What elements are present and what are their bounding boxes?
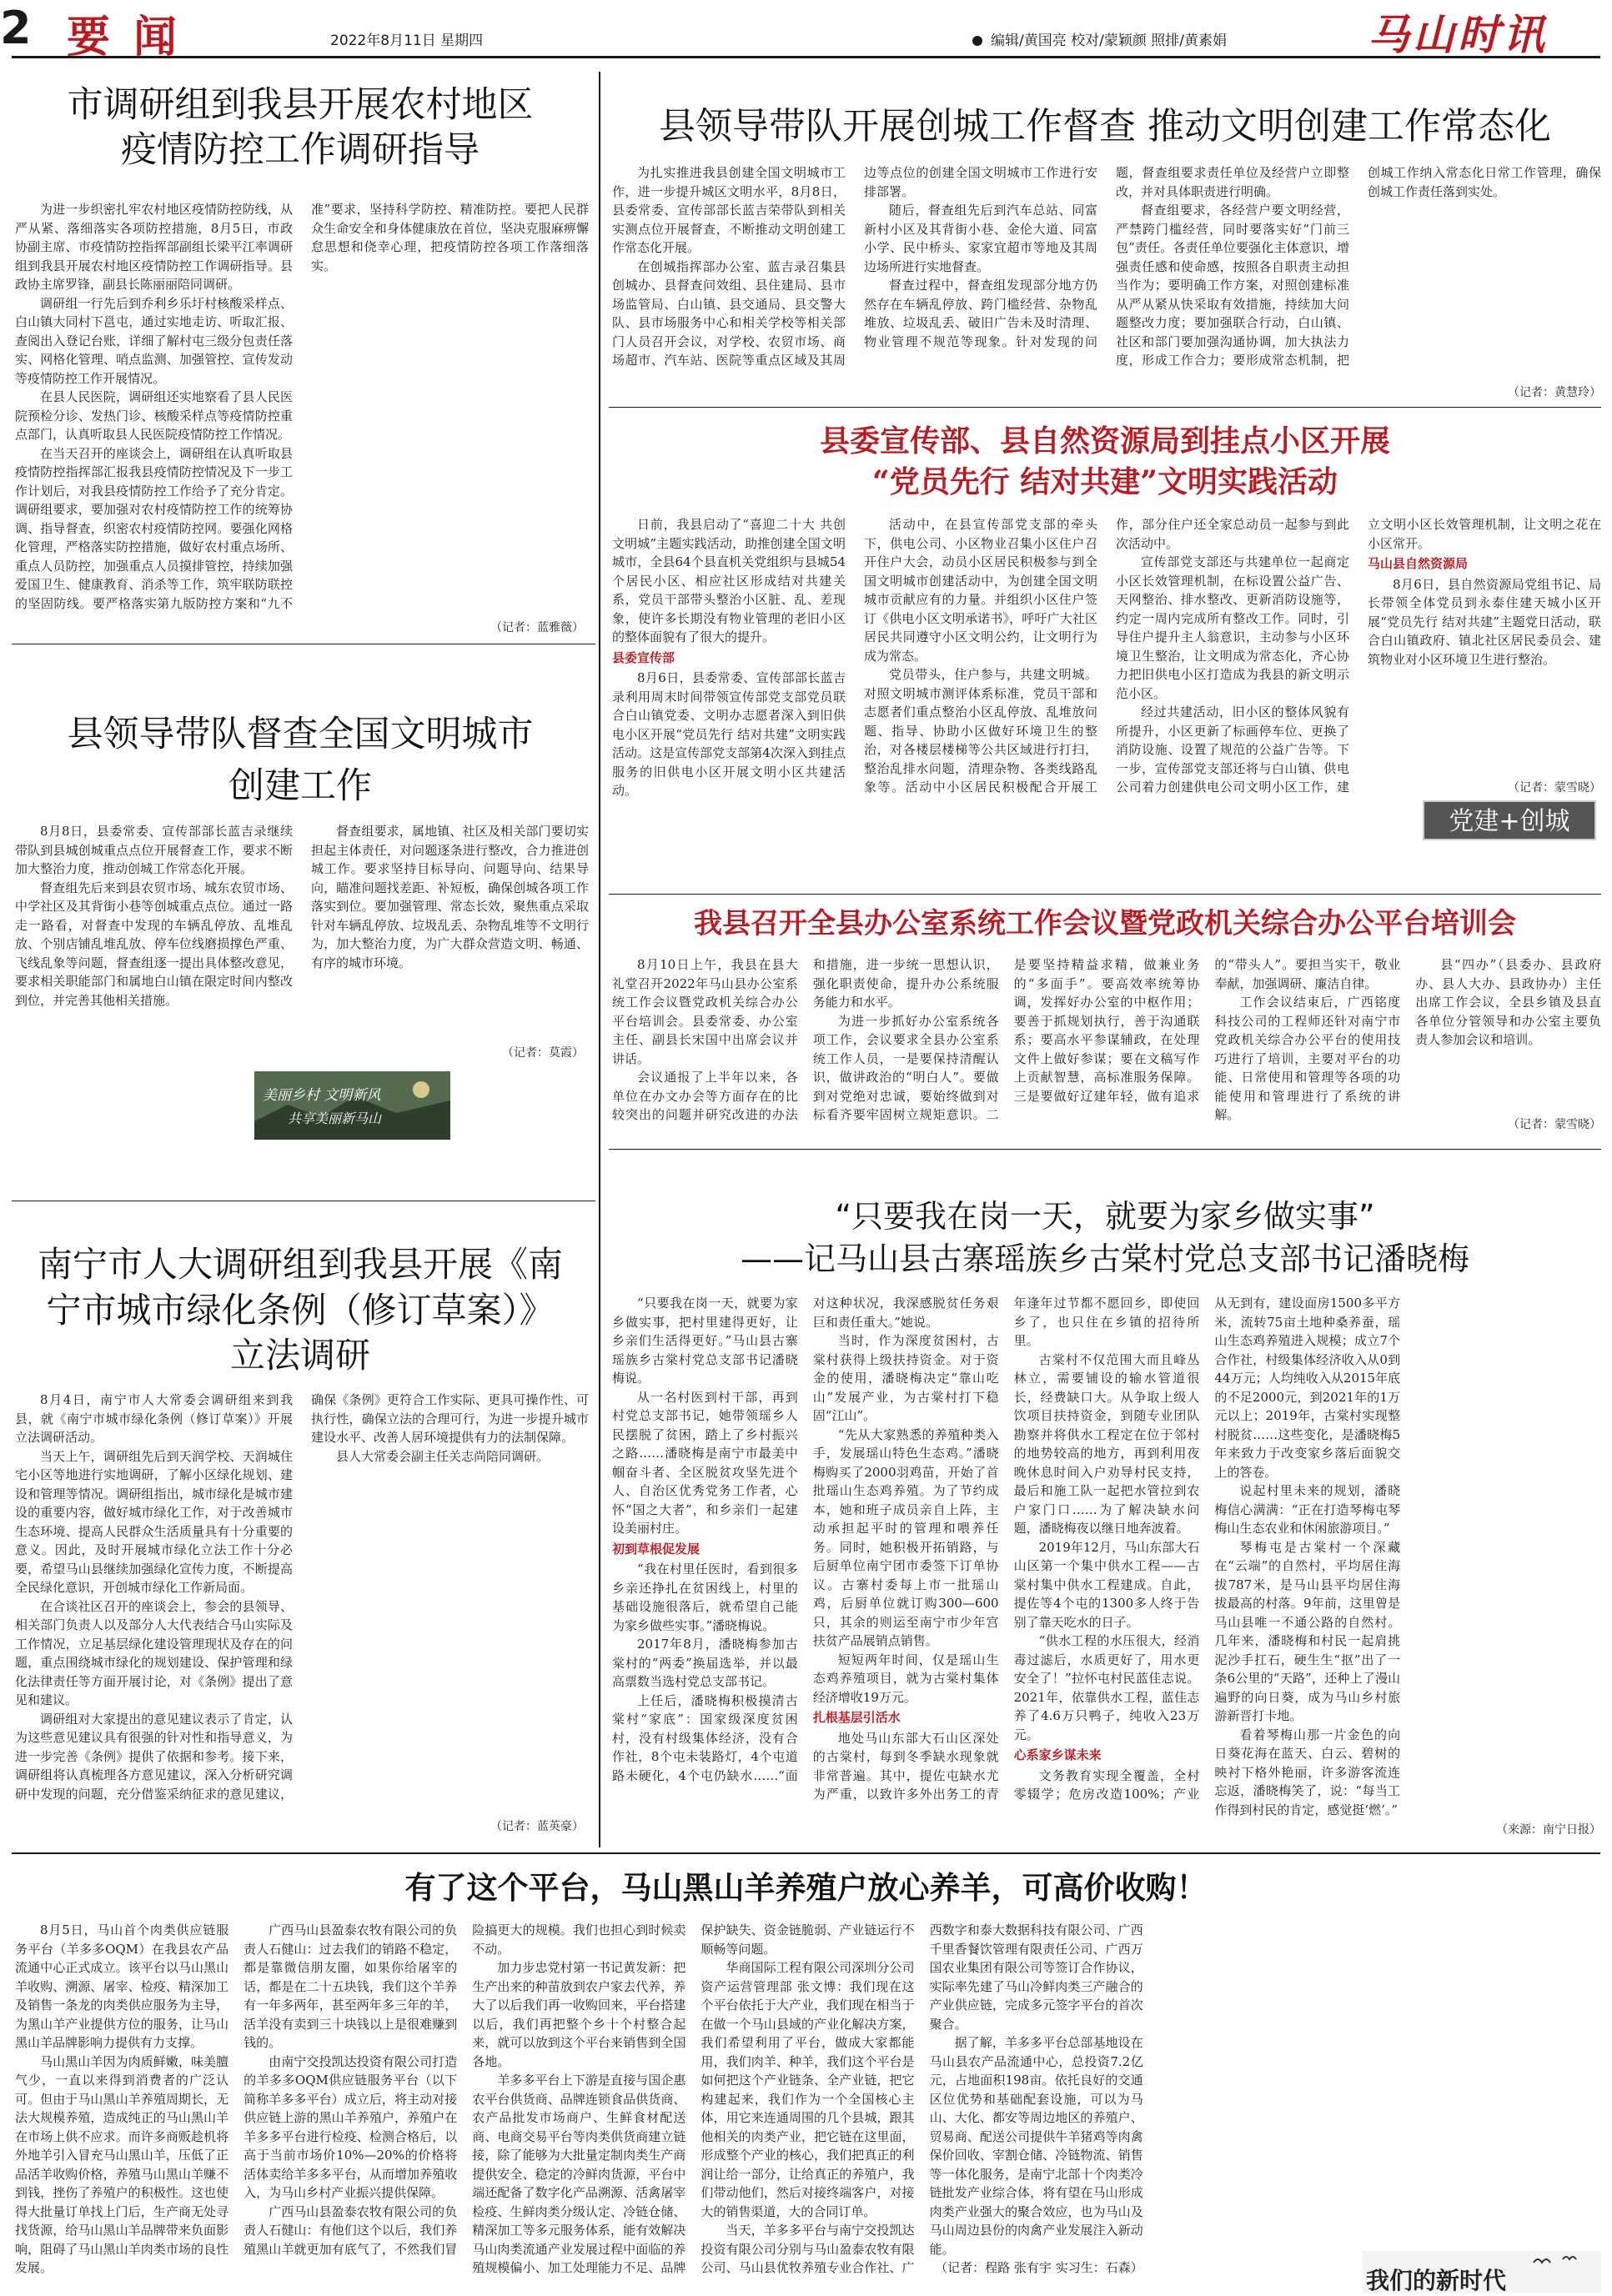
article-7-subheading: 初到草根促发展 — [612, 1541, 701, 1557]
article-6-title-line-3: 立法调研 — [229, 1335, 370, 1376]
article-3-title-line-1: 县委宣传部、县自然资源局到挂点小区开展 — [819, 424, 1390, 459]
article-5-paragraph: 工作会议结束后，广西铭度科技公司的工程师还针对南宁市党政机关综合办公平台的使用技巧进行了培训，主要对平台的功能、日常使用和管理等各项的功能使用和管理进行了系统的讲解。 — [1214, 995, 1401, 1122]
article-7-paragraph: 2017年8月，潘晓梅参加古棠村的“两委”换届选举，并以最高票数当选村党总支部书记。 — [612, 1637, 798, 1689]
article-7-paragraph: 2019年12月，马山东部大石山区第一个集中供水工程——古棠村集中供水工程建成。自此，提佐等4个屯的1300多人终于告别了靠天吃水的日子。 — [1013, 1539, 1200, 1630]
article-8-body — [15, 1921, 1600, 2288]
article-8-paragraph: 当天，羊多多平台与南宁交投凯达投资有限公司分别与马山盈泰农牧有限公司、马山县优牧养殖专业合作社、广西数字和泰大数据科技有限公司、广西千里香餐饮管理有限责任公司、广西万国农业集团有限公司等签订合作协议，实际率先建了马山冷鲜肉类三产融合的产业供应链，完成多元签字平台的首次聚合。 — [701, 1923, 1143, 2275]
article-6-reporter: （记者：蓝英豪） — [490, 1820, 584, 1833]
article-3-paragraph: 党员带头，住户参与，共建文明城。对照文明城市测评体系标准，党员干部和志愿者们重点整治小区乱停放、乱堆放问题、指导、协助小区做好环境卫生的整治，对各楼层楼梯等公共区域进行打扫，整治乱排水问题，清理杂物、各类线路乱象等。活动中小区居民积极配合开展工作，部分住户还全家总动员一起参与到此次活动中。 — [864, 517, 1349, 795]
article-3-paragraph: 经过共建活动，旧小区的整体风貌有所提升，小区更新了标画停车位、更换了消防设施、设置了规范的公益广告等。下一步，宣传部党支部还将与白山镇、供电公司着力创建供电公司文明小区工作，建立文明小区长效管理机制，让文明之花在小区常开。 — [1116, 517, 1601, 795]
article-2-body — [612, 163, 1601, 382]
bottom-banner-text: 我们的新时代 — [1366, 2267, 1507, 2294]
article-1-paragraph: 在县人民医院，调研组还实地察看了县人民医院预检分诊、发热门诊、核酸采样点等疫情防控重点部门，认真听取县人民医院疫情防控工作情况。 — [15, 389, 293, 442]
article-2-paragraph: 随后，督查组先后到汽车总站、同富新村小区及其背街小巷、金伦大道、同富小学、民中桥头、家家宜超市等地及其周边场所进行实地督查。 — [864, 203, 1097, 274]
article-7-paragraph: 琴梅屯是古棠村一个深藏在“云端”的自然村，平均居住海拔787米，是马山县平均居住海拔最高的村落。9年前，这里曾是马山县唯一不通公路的自然村。几年来，潘晓梅和村民一起肩挑泥沙手扛石，硬生生“抠”出了一条6公里的“天路”，还种上了漫山遍野的向日葵，成为马山乡村旅游新晋打卡地。 — [1214, 1539, 1401, 1723]
article-7-paragraph: 从一名村医到村干部，再到村党总支部书记，她带领瑶乡人民摆脱了贫困，踏上了乡村振兴之路……潘晓梅是南宁市最美中帼奋斗者、全区脱贫攻坚先进个人、自治区优秀党务工作者，心怀“国之大者”，和乡亲们一起建设美丽村庄。 — [612, 1389, 798, 1536]
issue-date: 2022年8月11日 星期四 — [330, 33, 484, 49]
article-1-paragraph: 调研组一行先后到乔利乡乐圩村核酸采样点、白山镇大同村下邕屯，通过实地走访、听取汇报、查阅出入登记台账，详细了解村屯三级分包责任落实、网格化管理、哨点监测、加强管控、宣传发动等疫情防控工作开展情况。 — [15, 295, 293, 386]
article-6-paragraph: 8月4日，南宁市人大常委会调研组来到我县，就《南宁市城市绿化条例（修订草案）》开展立法调研活动。 — [15, 1392, 293, 1445]
article-7-paragraph: 文务教育实现全覆盖，全村零辍学；危房改造100%；产业从无到有，建设面房1500多平方米，流转75亩土地种桑养蚕，瑶山生态鸡养殖进入规模；成立7个合作社，村级集体经济收入从0到44万元；人均纯收入从2015年底的不足2000元，到2021年的1万元以上；2019年，古棠村实现整村脱贫……这些变化，是潘晓梅5年来致力于改变家乡落后面貌交上的答卷。 — [1013, 1296, 1401, 1802]
birds-icon — [1529, 2253, 1596, 2269]
article-8-paragraph: 羊多多平台上下游是直接与国企惠农平台供货商、品牌连锁食品供货商、农产品批发市场商户、生鲜食材配送商、电商交易平台等肉类供货商建立链接，除了能够为大批量定制肉类生产商提供安全、稳定的冷鲜肉货源，平台中端还配备了数字化产品溯源、活禽屠宰检疫、生鲜肉类分级认定、冷链仓储、精深加工等多元服务体系，能有效解决马山肉类流通产业发展过程中面临的养殖规模偏小、加工处理能力不足、品牌保护缺失、资金链脆弱、产业链运行不顺畅等问题。 — [472, 1923, 915, 2275]
article-1-title-line-1: 市调研组到我县开展农村地区 — [67, 84, 534, 126]
article-6-paragraph: 县人大常委会副主任关志尚陪同调研。 — [336, 1448, 550, 1464]
poster-landscape-icon — [254, 1071, 450, 1140]
section-name: 要闻 — [67, 13, 201, 63]
article-7-body — [612, 1294, 1601, 1819]
article-2-paragraph: 督查过程中，督查组发现部分地方仍然存在车辆乱停放、跨门槛经营、杂物乱堆放、垃圾乱丢、破旧广告未及时清理、物业管理不规范等现象。针对发现的问题，督查组要求责任单位及经营户立即整改，并对具体职责进行明确。 — [864, 165, 1349, 349]
article-5-paragraph: 会议通报了上半年以来，各单位在办文办会等方面存在的比较突出的问题并研究改进的办法和措施，进一步统一思想认识，强化职责使命，提升办公系统服务能力和水平。 — [612, 957, 999, 1122]
article-7-paragraph: 短短两年时间，仅是瑶山生态鸡养殖项目，就为古棠村集体经济增收19万元。 — [812, 1652, 999, 1705]
article-1-title-line-2: 疫情防控工作调研指导 — [121, 128, 480, 171]
article-3-title-line-2: “党员先行 结对共建”文明实践活动 — [872, 464, 1338, 499]
article-7-title-line-2: ——记马山县古寨瑶族乡古棠村党总支部书记潘晓梅 — [740, 1241, 1469, 1278]
article-8-paragraph: 8月5日，马山首个肉类供应链服务平台（羊多多OQM）在我县农产品流通中心正式成立。该平台以马山黑山羊收购、溯源、屠宰、检疫、精深加工及销售一条龙的肉类供应服务为主导，为黑山羊产业提供方位的服务，让马山黑山羊品牌影响力提供有力支撑。 — [15, 1923, 229, 2050]
divider — [12, 1852, 1600, 1854]
article-4-title-line-2: 创建工作 — [228, 765, 372, 808]
article-8-paragraph: 据了解，羊多多平台总部基地设在马山县农产品流通中心，总投资7.2亿元，占地面积198亩。依托良好的交通区位优势和基础配套设施，可以为马山、大化、都安等周边地区的养殖户、贸易商、配送公司提供牛羊猪鸡等肉禽保价回收、宰割仓储、冷链物流、销售等一体化服务，是南宁北部十个肉类冷链批发产业综合体，将有望在马山形成肉类产业强大的聚合效应，也为马山及马山周边县份的肉禽产业发展注入新动能。 — [929, 2035, 1143, 2257]
article-1-title — [8, 83, 592, 173]
article-5-paragraph: 8月10日上午，我县在县大礼堂召开2022年马山县办公室系统工作会议暨党政机关综合办公平台培训会。县委常委、办公室主任、副县长宋国中出席会议并讲话。 — [612, 957, 798, 1066]
page-header — [12, 0, 1600, 58]
article-2-paragraph: 为扎实推进我县创建全国文明城市工作，进一步提升城区文明水平，8月8日，县委常委、宣传部部长蓝吉荣带队到相关实测点位开展督查，不断推动文明创建工作常态化开展。 — [612, 165, 846, 255]
article-7-paragraph: 上任后，潘晓梅积极摸清古棠村“家底”：国家级深度贫困村，没有村级集体经济，没有合作社，8个屯未装路灯，4个屯道路未硬化，4个屯仍缺水……“面对这种状况，我深感脱贫任务艰巨和责任重大。”她说。 — [612, 1296, 999, 1783]
article-3-body — [612, 515, 1601, 817]
article-1-body — [15, 200, 589, 617]
article-7-paragraph: “先从大家熟悉的养殖种类入手，发展瑶山特色生态鸡。”潘晓梅购买了2000羽鸡苗，开始了首批瑶山生态鸡养殖。为了节约成本，她和班子成员亲自上阵，主动承担起平时的管理和喂养任务。同时，她积极开拓销路，与后厨单位南宁团市委签下订单协议。古寨村委每上市一批瑶山鸡，后厨单位就订购300—600只，其余的则运至南宁市少年宫扶贫产品展销点销售。 — [812, 1426, 999, 1648]
divider — [609, 407, 1601, 408]
article-2-paragraph: 督查组要求，各经营户要文明经营，严禁跨门槛经营，同时要落实好“门前三包”责任。各责任单位要强化主体意识，增强责任感和使命感，按照各自职责主动担当作为；要明确工作方案，对照创建标准从严从紧从快采取有效措施，持续加大问题整改力度；要加强联合行动，白山镇、社区和部门要加强沟通协调，加大执法力度，形成工作合力；要形成常态机制，把创城工作纳入常态化日常工作管理，确保创城工作责任落到实处。 — [1116, 165, 1601, 368]
newspaper-masthead-logo: 马山时讯 — [1368, 10, 1548, 59]
article-2-title: 县领导带队开展创城工作督查 推动文明创建工作常态化 — [659, 105, 1551, 148]
article-4-paragraph: 督查组先后来到县农贸市场、城东农贸市场、中学社区及其背街小巷等创城重点点位。通过一路走一路看，对督查中发现的车辆乱停放、乱堆乱放、个别店铺乱堆乱放、停车位线磨损撑色严重、飞线乱象等问题，督查组逐一提出具体整改意见，要求相关职能部门和属地白山镇在限定时间内整改到位，并完善其他相关措施。 — [15, 880, 293, 1008]
article-3-subheading: 马山县自然资源局 — [1368, 556, 1469, 571]
article-3-title — [609, 421, 1601, 502]
article-7-subheading: 扎根基层引活水 — [812, 1710, 901, 1725]
article-2-paragraph: 在创城指挥部办公室、蓝吉录召集县创城办、县督查问效组、县住建局、县市场监管局、白山镇、县交通局、县交警大队、县市场服务中心和相关学校等相关部门人员召开会议，对学校、农贸市场、商场超市、汽车站、医院等重点区域及其周边等点位的创建全国文明城市工作进行安排部署。 — [612, 165, 1097, 368]
article-7-paragraph: “供水工程的水压很大，经消毒过滤后，水质更好了，用水更安全了！”拉怀屯村民蓝佳志说。2021年，依靠供水工程，蓝佳志养了4.6万只鸭子，纯收入23万元。 — [1013, 1633, 1200, 1742]
article-6-title-line-2: 宁市城市绿化条例（修订草案）》 — [46, 1289, 555, 1331]
article-4-title — [8, 709, 592, 813]
page-number: 2 — [0, 2, 32, 54]
article-8-paragraph: 由南宁交投凯达投资有限公司打造的羊多多OQM供应链服务平台（以下简称羊多多平台）成立后，将主动对接供应链上游的黑山羊养殖户，养殖户在羊多多平台进行检疫、检测合格后，以高于当前市场价10%—20%的价格将活体卖给羊多多平台，从而增加养殖收入，为马山乡村产业振兴提供保障。 — [244, 2053, 458, 2200]
article-8-paragraph: 广西马山县盈泰农牧有限公司的负责人石健山：有他们这个以后，我们养殖黑山羊就更加有底气了，不然我们冒险搞更大的规模。我们也担心到时候卖不动。 — [244, 1923, 686, 2257]
article-2-reporter: （记者：黄慧玲） — [1508, 386, 1601, 399]
bottom-banner — [1363, 2251, 1601, 2293]
article-1-paragraph: 为进一步织密扎牢农村地区疫情防控防线，从严从紧、落细落实各项防控措施，8月5日，市政协副主席、市疫情防控指挥部副组长梁平江率调研组到我县开展农村地区疫情防控工作调研指导。县政协主席罗锋，副县长陈丽丽陪同调研。 — [15, 202, 293, 292]
article-8-paragraph: 加力步忠党村第一书记黄发新：把生产出来的种苗放到农户家去代养，养大了以后我们再一收购回来，平台搭建以后，我们再把整个乡十个村整合起来，就可以放到这个平台来销售到全国各地。 — [472, 1960, 686, 2069]
article-6-paragraph: 当天上午，调研组先后到天润学校、天润城住宅小区等地进行实地调研，了解小区绿化规划、建设和管理等情况。调研组指出，城市绿化是城市建设的重要内容，做好城市绿化工作，对于改善城市生态环境、提高人民群众生活质量具有十分重要的意义。因此，及时开展城市绿化立法工作十分必要，希望马山县继续加强绿化宣传力度，不断提高全民绿化意识，开创城市绿化工作新局面。 — [15, 1448, 293, 1595]
article-3-paragraph: 宣传部党支部还与共建单位一起商定小区长效管理机制，在标设置公益广告、天网整治、排水整改、更新消防设施等，约定一周内完成所有整改工作。同时，引导住户提升主人翁意识，主动参与小区环境卫生整治，让文明成为常态化，齐心协力把旧供电小区打造成为我县的新文明示范小区。 — [1116, 554, 1349, 701]
article-5-title: 我县召开全县办公室系统工作会议暨党政机关综合办公平台培训会 — [694, 907, 1516, 940]
article-8-reporter: （记者：程路 张有宇 实习生：石森） — [935, 2260, 1143, 2275]
article-1-paragraph: 在当天召开的座谈会上，调研组在认真听取县疫情防控指挥部汇报我县疫情防控情况及下一步工作计划后，对我县疫情防控工作给予了充分肯定。调研组要求，要加强对农村疫情防控工作的统筹协调、指导督查，织密农村疫情防控网。要强化网格化管理，严格落实防控措施，做好农村重点场所、重点人员防控，加强重点人员摸排管控，持续加强爱国卫生、健康教育、消杀等工作，筑牢联防联控的坚固防线。要严格落实第九版防控方案和“九不准”要求，坚持科学防控、精准防控。要把人民群众生命安全和身体健康放在首位，坚决克服麻痹懈怠思想和侥幸心理，把疫情防控各项工作落细落实。 — [15, 202, 589, 611]
article-5-paragraph: 县“四办”（县委办、县政府办、县人大办、县政协办）主任出席工作会议，全县乡镇及县直各单位分管领导和办公室主要负责人参加会议和培训。 — [1415, 957, 1601, 1047]
article-4-paragraph: 督查组要求，属地镇、社区及相关部门要切实担起主体责任，对问题逐条进行整改，合力推进创城工作。要求坚持目标导向、问题导向、结果导向，瞄准问题找差距、补短板，确保创城各项工作落实到位。要加强管理、常态长效，聚焦重点采取针对车辆乱停放、垃圾乱丢、杂物乱堆等不文明行为，加大整治力度，为广大群众营造文明、畅通、有序的城市环境。 — [311, 824, 589, 970]
article-3-paragraph: 8月6日，县自然资源局党组书记、局长带领全体党员到永泰住建天城小区开展“党员先行 结对共建”主题党日活动，联合白山镇政府、镇北社区居民委员会、建筑物业对小区环境卫生进行整治。 — [1368, 576, 1601, 667]
article-7-paragraph: 古棠村不仅范围大而且峰丛林立，需要铺设的输水管道很长，经费缺口大。从争取上级人饮项目扶持资金，到随专业团队勘察并将供水工程定在位于邻村的地势较高的地方，再到利用夜晚休息时间入户劝导村民支持，最后和施工队一起把水管拉到农户家门口……为了解决缺水问题，潘晓梅夜以继日地奔波着。 — [1013, 1351, 1200, 1536]
article-7-paragraph: “我在村里任医时，看到很多乡亲还挣扎在贫困线上，村里的基础设施很落后，就希望自己能为家乡做些实事。”潘晓梅说。 — [612, 1562, 798, 1633]
divider — [609, 1149, 1601, 1150]
article-6-body — [15, 1391, 589, 1814]
article-4-paragraph: 8月8日，县委常委、宣传部部长蓝吉录继续带队到县城创城重点点位开展督查工作，要求不断加大整治力度，推动创城工作常态化开展。 — [15, 824, 293, 876]
article-8-paragraph: 广西马山县盈泰农牧有限公司的负责人石健山：过去我们的销路不稳定，都是靠微信朋友圈，如果你给屠宰的话，都是在二十五块钱，我们这个羊养有一年多两年，甚至两年多三年的羊，活羊没有卖到三十块钱以上是很难赚到钱的。 — [244, 1923, 458, 2050]
article-7-title — [609, 1196, 1601, 1281]
article-4-body-top — [15, 822, 589, 1045]
article-6-paragraph: 调研组对大家提出的意见建议表示了肯定，认为这些意见建议具有很强的针对性和指导意义，为进一步完善《条例》提供了依据和参考。接下来，调研组将认真梳理各方意见建议，深入分析研究调研中发现的问题，充分借鉴采纳征求的意见建议，确保《条例》更符合工作实际、更具可操作性、可执行性，确保立法的合理可行，为进一步提升城市建设水平、改善人居环境提供有力的法制保障。 — [15, 1392, 589, 1802]
article-3-subheading: 县委宣传部 — [612, 649, 675, 665]
article-7-paragraph: 地处马山东部大石山区深处的古棠村，每到冬季缺水现象就非常普遍。其中，提佐屯缺水尤为严重，以致许多外出务工的青年逢年过节都不愿回乡，即使回乡了，也只住在乡镇的招待所里。 — [812, 1296, 1200, 1802]
article-8-paragraph: 马山黑山羊因为肉质鲜嫩，味美膻气少，一直以来得到消费者的广泛认可。但由于马山黑山羊养殖周期长，无法大规模养殖，造成纯正的马山黑山羊在市场上供不应求。而许多商贩趁机将外地羊引入冒充马山黑山羊，压低了正品活羊收购价格，养殖马山黑山羊赚不到钱，挫伤了养殖户的积极性。这也使得大批量订单找上门后，生产商无处寻找货源，给马山黑山羊品牌带来负面影响，阻碍了马山黑山羊肉类市场的良性发展。 — [15, 2053, 229, 2275]
article-6-title-line-1: 南宁市人大调研组到我县开展《南 — [37, 1244, 563, 1285]
article-7-paragraph: 看着琴梅山那一片金色的向日葵花海在蓝天、白云、碧树的映衬下格外艳丽，许多游客流连忘返，潘晓梅笑了，说：“每当工作得到村民的肯定，感觉挺‘燃’。” — [1214, 1727, 1401, 1817]
civilization-poster-image — [254, 1071, 450, 1140]
article-4-reporter: （记者：莫霞） — [502, 1046, 584, 1060]
poster-caption-line-1: 美丽乡村 文明新风 — [263, 1087, 381, 1104]
editor-credits — [972, 28, 1227, 49]
article-7-title-line-1: “只要我在岗一天，就要为家乡做实事” — [835, 1198, 1375, 1235]
poster-caption-line-2: 共享美丽新马山 — [288, 1110, 382, 1126]
article-6-title — [8, 1242, 592, 1379]
article-8-title: 有了这个平台，马山黑山羊养殖户放心养羊，可高价收购！ — [404, 1869, 1208, 1906]
divider — [609, 894, 1601, 895]
bullet-dot-icon — [972, 36, 982, 46]
editor-credits-text: 编辑/黄国亮 校对/蒙颖颜 照排/黄素娟 — [991, 33, 1227, 49]
article-7-paragraph: “只要我在岗一天，就要为家乡做实事，把村里建得更好，让乡亲们生活得更好。”马山县古寨瑶族乡古棠村党总支部书记潘晓梅说。 — [612, 1296, 798, 1386]
article-7-paragraph: 说起村里未来的规划，潘晓梅信心满满：“正在打造琴梅屯琴梅山生态农业和休闲旅游项目。” — [1214, 1483, 1401, 1536]
article-3-reporter: （记者：蒙雪晓） — [1508, 781, 1601, 795]
article-4-title-line-1: 县领导带队督查全国文明城市 — [67, 714, 534, 755]
article-1-reporter: （记者：蓝雅薇） — [490, 621, 584, 634]
party-building-banner: 党建+创城 — [1423, 800, 1596, 840]
article-3-paragraph: 日前，我县启动了“喜迎二十大 共创文明城”主题实践活动，助推创建全国文明城市，全县64个县直机关党组织与县城54个居民小区、相应社区形成结对共建关系，党员干部带头整治小区脏、乱、差现象，使许多长期没有物业管理的老旧小区的整体面貌有了很大的提升。 — [612, 517, 846, 644]
article-7-subheading: 心系家乡谋未来 — [1013, 1747, 1102, 1762]
article-5-paragraph: 为进一步抓好办公室系统各项工作，会议要求全县办公室系统工作人员，一是要保持清醒认识，做讲政治的“明白人”。要做到对党绝对忠诚，要始终做到对标看齐要牢固树立规矩意识。二是要坚持精益求精，做兼业务的“多面手”。要高效率统筹协调，发挥好办公室的中枢作用；要善于抓规划执行，善于沟通联系；要高水平参谋辅政，在处理文件上做好参谋；要在文稿写作上贡献智慧，高标准服务保障。三是要做好辽建年轻，做有追求的“带头人”。要担当实干，敬业奉献，加强调研、廉洁自律。 — [812, 957, 1401, 1122]
article-7-reporter: （来源：南宁日报） — [1496, 1823, 1601, 1837]
article-8-paragraph: 华商国际工程有限公司深圳分公司资产运营管理部 张文博：我们现在这个平台依托于大产业，我们现在相当于在做一个马山县域的产业化解决方案，我们希望利用了平台，做成大家都能用，我们肉羊、种羊，我们这个平台是如何把这个产业链条、全产业链，把它构建起来，我们作为一个全国核心主体，用它来连通周围的几个县城，跟其他相关的肉类产业，把它链在这里面，形成整个产业的核心，我们把真正的利润让给一部分，让给真正的养殖户，我们带动他们，然后对接终端客户，对接大的销售渠道，大的合同订单。 — [701, 1960, 915, 2219]
article-5-body — [612, 955, 1601, 1127]
article-5-reporter: （记者：蒙雪晓） — [1508, 1118, 1601, 1131]
article-3-paragraph: 8月6日，县委常委、宣传部部长蓝吉录利用周末时间带领宣传部党支部党员联合白山镇党委、文明办志愿者深入到旧供电小区开展“党员先行 结对共建”文明实践活动。这是宣传部党支部第4次深入到挂点服务的旧供电小区开展文明小区共建活动。 — [612, 670, 846, 798]
article-7-paragraph: 当时，作为深度贫困村，古棠村获得上级扶持资金。对于资金的使用，潘晓梅决定“靠山吃山”发展产业，为古棠村打下稳固“江山”。 — [812, 1333, 999, 1423]
column-divider — [599, 72, 600, 1847]
article-6-paragraph: 在合谈社区召开的座谈会上，参会的县领导、相关部门负责人以及部分人大代表结合马山实际及工作情况，立足基层绿化建设管理现状及存在的问题，重点围绕城市绿化的规划建设、保护管理和绿化法律责任等方面开展讨论，对《条例》提出了意见和建议。 — [15, 1598, 293, 1707]
article-3-paragraph: 活动中，在县宣传部党支部的牵头下，供电公司、小区物业召集小区住户召开住户大会，动员小区居民积极参与到全国文明城市创建活动中，为创建全国文明城市贡献应有的力量。并组织小区住户签订《供电小区文明承诺书》，呼吁广大社区居民共同遵守小区文明公约，让文明行为成为常态。 — [864, 517, 1097, 664]
